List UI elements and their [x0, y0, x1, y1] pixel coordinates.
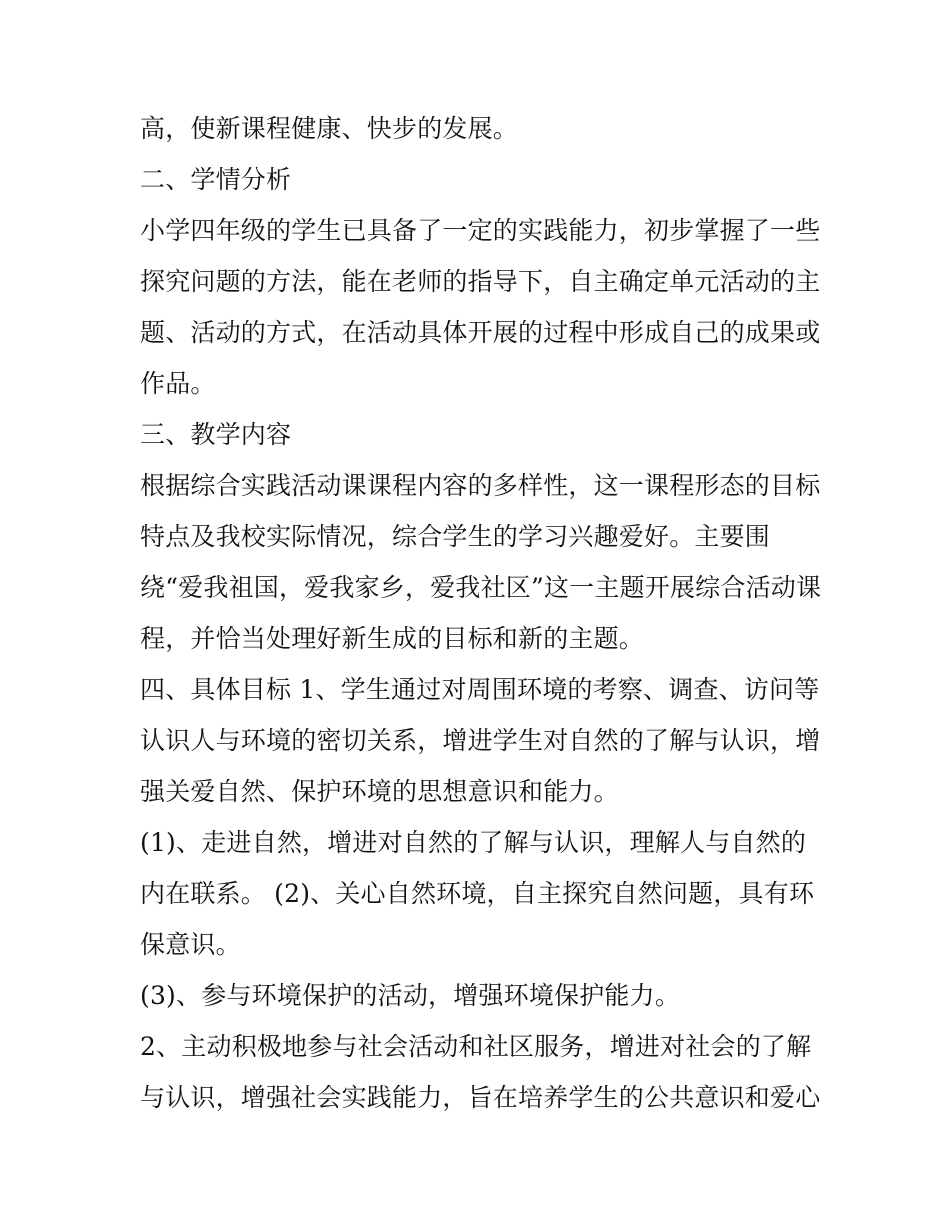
- text-line: 强关爱自然、保护环境的思想意识和能力。: [140, 777, 619, 806]
- text-line: 绕“爱我祖国，爱我家乡，爱我社区”这一主题开展综合活动课: [140, 573, 822, 602]
- text-line: 根据综合实践活动课课程内容的多样性，这一课程形态的目标: [140, 471, 821, 500]
- text-line: 2、主动积极地参与社会活动和社区服务，增进对社会的了解: [140, 1032, 812, 1061]
- text-line: 与认识，增强社会实践能力，旨在培养学生的公共意识和爱心: [140, 1083, 821, 1112]
- text-line: 小学四年级的学生已具备了一定的实践能力，初步掌握了一些: [140, 216, 821, 245]
- text-line: (3)、参与环境保护的活动，增强环境保护能力。: [140, 981, 681, 1010]
- text-line: 保意识。: [140, 930, 241, 959]
- text-line: 探究问题的方法，能在老师的指导下，自主确定单元活动的主: [140, 267, 821, 296]
- text-line: (1)、走进自然，增进对自然的了解与认识，理解人与自然的: [140, 828, 807, 857]
- text-line: 程，并恰当处理好新生成的目标和新的主题。: [140, 624, 645, 653]
- section-heading: 四、具体目标 1、学生通过对周围环境的考察、调查、访问等: [140, 675, 820, 704]
- text-line: 题、活动的方式，在活动具体开展的过程中形成自己的成果或: [140, 318, 821, 347]
- text-line: 特点及我校实际情况，综合学生的学习兴趣爱好。主要围: [140, 522, 771, 551]
- section-heading: 三、教学内容: [140, 420, 292, 449]
- text-line: 高，使新课程健康、快步的发展。: [140, 114, 519, 143]
- section-heading: 二、学情分析: [140, 165, 292, 194]
- text-line: 内在联系。 (2)、关心自然环境，自主探究自然问题，具有环: [140, 879, 815, 908]
- text-line: 认识人与环境的密切关系，增进学生对自然的了解与认识，增: [140, 726, 821, 755]
- text-line: 作品。: [140, 369, 216, 398]
